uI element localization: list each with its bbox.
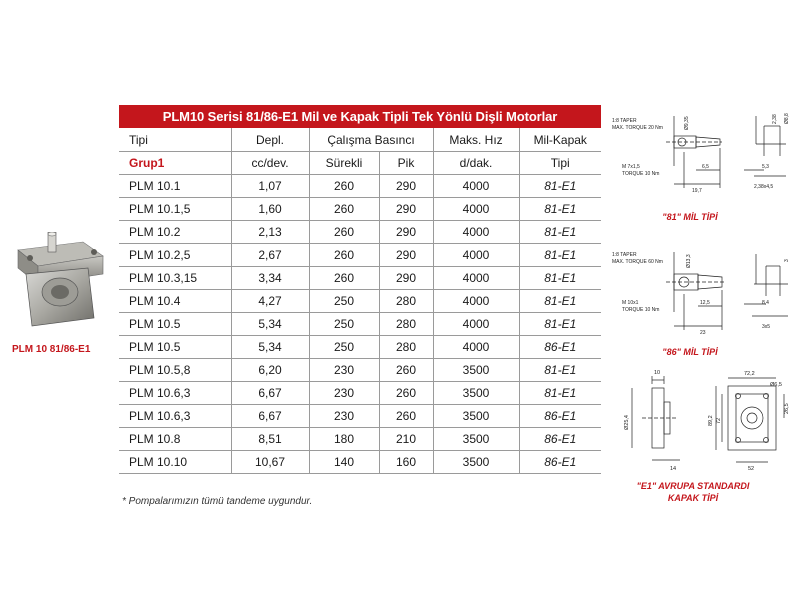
cell-pik: 160	[379, 451, 433, 474]
cell-kapak: 86-E1	[519, 428, 601, 451]
cell-hiz: 4000	[433, 244, 519, 267]
e1-text-722: 72,2	[744, 371, 755, 377]
e1-text-d254: Ø25,4	[624, 415, 630, 430]
s86-text-taper: 1:8 TAPER	[612, 252, 637, 258]
header-surekli: Sürekli	[309, 152, 379, 175]
e1-text-72: 72	[716, 417, 722, 424]
table-row	[119, 290, 601, 313]
s86-text-maxtorque: MAX. TORQUE 60 Nm	[612, 259, 663, 265]
cell-depl: 4,27	[231, 290, 309, 313]
s86-text-23: 23	[700, 330, 706, 336]
table-title: PLM10 Serisi 81/86-E1 Mil ve Kapak Tipli Tek Yönlü Dişli Motorlar	[119, 105, 601, 128]
cell-pik: 260	[379, 359, 433, 382]
e1-text-d65: Ø6,5	[770, 382, 782, 388]
cell-tipi: PLM 10.8	[119, 428, 231, 451]
cover-e1-label-1: "E1" AVRUPA STANDARDI	[636, 481, 750, 491]
cover-e1-diagram	[612, 364, 792, 481]
footnote: * Pompalarımızın tümü tandeme uygundur.	[122, 496, 313, 507]
header-row-1	[119, 128, 601, 152]
header-pik: Pik	[379, 152, 433, 175]
cell-surekli: 230	[309, 405, 379, 428]
s81-text-maxtorque: MAX. TORQUE 20 Nm	[612, 125, 663, 131]
pump-image	[8, 232, 108, 332]
s81-text-thread: M 7x1,5	[622, 164, 640, 170]
e1-text-52: 52	[748, 466, 755, 472]
cell-depl: 6,67	[231, 382, 309, 405]
cell-kapak: 81-E1	[519, 382, 601, 405]
e1-text-10: 10	[654, 370, 661, 376]
cell-surekli: 260	[309, 175, 379, 198]
cell-hiz: 4000	[433, 267, 519, 290]
header-tipi: Tipi	[119, 128, 231, 152]
cell-tipi: PLM 10.5	[119, 336, 231, 359]
header-depl: Depl.	[231, 128, 309, 152]
spec-table-container	[119, 105, 601, 474]
header-maks-hiz: Maks. Hız	[433, 128, 519, 152]
cell-pik: 280	[379, 313, 433, 336]
s81-text-d88: Ø8,8	[784, 113, 790, 124]
cover-e1-label-2: KAPAK TİPİ	[667, 493, 719, 503]
cell-tipi: PLM 10.1,5	[119, 198, 231, 221]
s81-text-key: 2,38x4,5	[754, 184, 774, 190]
cell-tipi: PLM 10.5,8	[119, 359, 231, 382]
s86-text-thread: M 10x1	[622, 300, 639, 306]
header-row-2	[119, 152, 601, 175]
cell-hiz: 3500	[433, 359, 519, 382]
table-row	[119, 244, 601, 267]
cell-pik: 210	[379, 428, 433, 451]
cell-hiz: 3500	[433, 451, 519, 474]
cell-kapak: 81-E1	[519, 313, 601, 336]
cell-hiz: 4000	[433, 198, 519, 221]
s86-text-d133: Ø13,3	[686, 254, 692, 268]
table-row	[119, 175, 601, 198]
header-grup: Grup1	[119, 152, 231, 175]
table-row	[119, 221, 601, 244]
cell-tipi: PLM 10.5	[119, 313, 231, 336]
cell-surekli: 180	[309, 428, 379, 451]
s81-text-53: 5,3	[762, 164, 769, 170]
cell-depl: 5,34	[231, 313, 309, 336]
shaft-86-diagram	[604, 232, 794, 347]
cell-kapak: 86-E1	[519, 451, 601, 474]
cell-hiz: 4000	[433, 175, 519, 198]
s81-text-65: 6,5	[702, 164, 709, 170]
cover-e1-drawing	[612, 364, 792, 476]
cell-kapak: 81-E1	[519, 198, 601, 221]
cell-kapak: 81-E1	[519, 267, 601, 290]
cell-hiz: 4000	[433, 313, 519, 336]
cell-pik: 290	[379, 175, 433, 198]
cell-kapak: 81-E1	[519, 244, 601, 267]
s81-text-238: 2,38	[772, 114, 778, 124]
cell-hiz: 3500	[433, 428, 519, 451]
cell-surekli: 140	[309, 451, 379, 474]
cell-depl: 1,60	[231, 198, 309, 221]
cell-kapak: 81-E1	[519, 290, 601, 313]
e1-text-14: 14	[670, 466, 677, 472]
s86-text-torque: TORQUE 10 Nm	[622, 307, 660, 313]
cell-tipi: PLM 10.6,3	[119, 382, 231, 405]
cell-surekli: 230	[309, 382, 379, 405]
e1-text-892: 89,2	[708, 415, 714, 426]
cell-hiz: 3500	[433, 405, 519, 428]
cell-kapak: 81-E1	[519, 359, 601, 382]
table-row	[119, 336, 601, 359]
cell-depl: 2,13	[231, 221, 309, 244]
table-row	[119, 359, 601, 382]
cell-pik: 260	[379, 382, 433, 405]
cell-kapak: 81-E1	[519, 175, 601, 198]
cell-pik: 280	[379, 336, 433, 359]
cell-surekli: 260	[309, 267, 379, 290]
cell-hiz: 4000	[433, 290, 519, 313]
s81-text-taper: 1:8 TAPER	[612, 118, 637, 124]
cell-hiz: 4000	[433, 221, 519, 244]
cell-surekli: 230	[309, 359, 379, 382]
cell-depl: 2,67	[231, 244, 309, 267]
cell-surekli: 260	[309, 221, 379, 244]
cell-surekli: 250	[309, 290, 379, 313]
shaft-86-label: "86" MİL TİPİ	[662, 347, 718, 357]
shaft-81-diagram	[604, 96, 794, 211]
header-unit-ddak: d/dak.	[433, 152, 519, 175]
table-row	[119, 451, 601, 474]
header-calisma-basinci: Çalışma Basıncı	[309, 128, 433, 152]
header-mil-kapak: Mil-Kapak	[519, 128, 601, 152]
cell-surekli: 250	[309, 313, 379, 336]
header-unit-cc: cc/dev.	[231, 152, 309, 175]
cell-kapak: 81-E1	[519, 221, 601, 244]
header-tipi-2: Tipi	[519, 152, 601, 175]
cell-pik: 290	[379, 198, 433, 221]
cell-depl: 3,34	[231, 267, 309, 290]
e1-text-265: 26,5	[784, 403, 790, 414]
cell-pik: 290	[379, 267, 433, 290]
table-row	[119, 198, 601, 221]
cell-surekli: 260	[309, 244, 379, 267]
cell-tipi: PLM 10.2	[119, 221, 231, 244]
s81-text-torque: TORQUE 10 Nm	[622, 171, 660, 177]
cell-tipi: PLM 10.4	[119, 290, 231, 313]
s86-text-125: 12,5	[700, 300, 710, 306]
pump-caption: PLM 10 81/86-E1	[12, 344, 91, 355]
table-body	[119, 175, 601, 474]
cell-kapak: 86-E1	[519, 405, 601, 428]
cell-depl: 1,07	[231, 175, 309, 198]
cell-pik: 260	[379, 405, 433, 428]
cell-depl: 10,67	[231, 451, 309, 474]
cell-tipi: PLM 10.6,3	[119, 405, 231, 428]
s86-text-key: 3x5	[762, 324, 771, 330]
cell-tipi: PLM 10.2,5	[119, 244, 231, 267]
cell-tipi: PLM 10.1	[119, 175, 231, 198]
cell-tipi: PLM 10.10	[119, 451, 231, 474]
table-row	[119, 267, 601, 290]
shaft-86-drawing	[604, 232, 794, 342]
table-row	[119, 382, 601, 405]
table-row	[119, 313, 601, 336]
shaft-81-label: "81" MİL TİPİ	[662, 212, 718, 222]
cell-pik: 290	[379, 244, 433, 267]
cell-pik: 280	[379, 290, 433, 313]
cell-surekli: 260	[309, 198, 379, 221]
cell-hiz: 3500	[433, 382, 519, 405]
s86-text-84: 8,4	[762, 300, 769, 306]
cell-tipi: PLM 10.3,15	[119, 267, 231, 290]
cell-surekli: 250	[309, 336, 379, 359]
cell-kapak: 86-E1	[519, 336, 601, 359]
cell-pik: 290	[379, 221, 433, 244]
spec-table	[119, 128, 601, 474]
s86-text-3: 3	[784, 259, 790, 262]
shaft-81-drawing	[604, 96, 794, 206]
cell-depl: 6,67	[231, 405, 309, 428]
cell-depl: 8,51	[231, 428, 309, 451]
cell-depl: 6,20	[231, 359, 309, 382]
cell-hiz: 4000	[433, 336, 519, 359]
s81-text-197: 19,7	[692, 188, 702, 194]
cell-depl: 5,34	[231, 336, 309, 359]
s81-text-d935: Ø9,35	[684, 116, 690, 130]
table-row	[119, 428, 601, 451]
table-row	[119, 405, 601, 428]
